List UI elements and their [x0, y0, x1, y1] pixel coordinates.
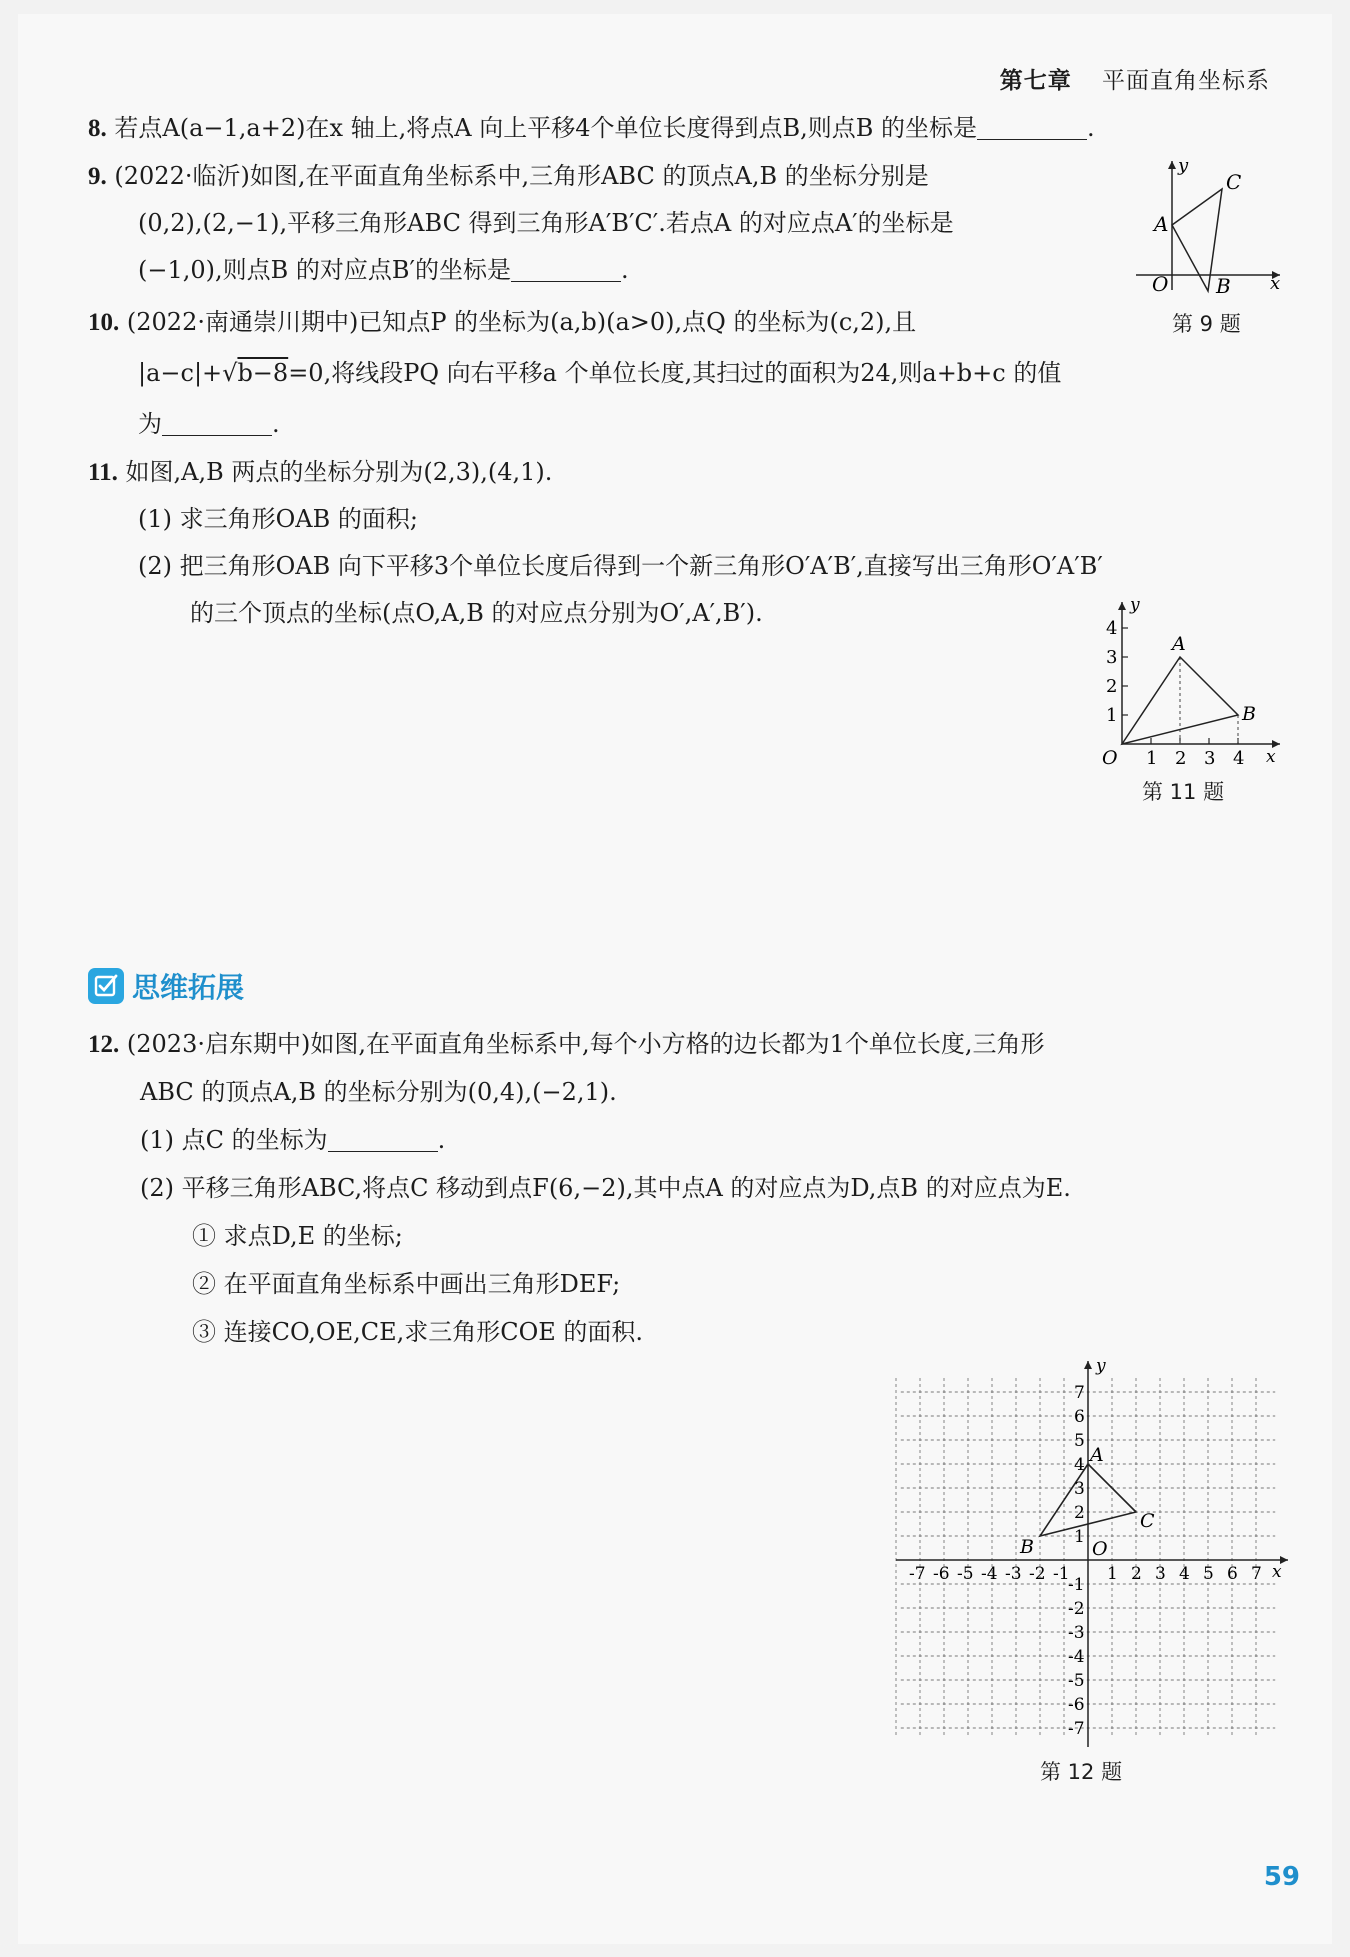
answer-blank[interactable]: [511, 257, 621, 282]
y-tick-label: -1: [1068, 1575, 1085, 1595]
running-header: [1000, 62, 1270, 95]
y-tick-label: -2: [1068, 1599, 1085, 1619]
x-tick-label: 1: [1107, 1564, 1118, 1584]
label-c: C: [1226, 170, 1242, 194]
x-tick-label: -3: [1005, 1564, 1022, 1584]
figure-q11-caption: 第 11 题: [1142, 780, 1225, 804]
question-12-part-2: (2) 平移三角形ABC,将点C 移动到点F(6,−2),其中点A 的对应点为D,点B 的对应点为E.: [140, 1174, 1071, 1202]
x-tick-label: 3: [1155, 1564, 1166, 1584]
x-tick-label: 1: [1146, 748, 1158, 769]
label-x: x: [1266, 747, 1276, 767]
x-tick-label: 2: [1131, 1564, 1142, 1584]
label-o: O: [1102, 747, 1118, 769]
question-number: 10.: [88, 309, 120, 336]
answer-blank[interactable]: [328, 1127, 438, 1152]
x-tick-label: 3: [1204, 748, 1216, 769]
label-a: A: [1090, 1444, 1104, 1466]
label-x: x: [1270, 273, 1281, 294]
question-11-part-1: (1) 求三角形OAB 的面积;: [138, 505, 418, 533]
question-12-line-2: ABC 的顶点A,B 的坐标分别为(0,4),(−2,1).: [140, 1078, 617, 1106]
label-b: B: [1216, 274, 1231, 295]
question-text: (2022·南通崇川期中)已知点P 的坐标为(a,b)(a>0),点Q 的坐标为(c,2),且: [126, 308, 917, 336]
question-9-line-3: [138, 254, 629, 286]
chapter-title: 平面直角坐标系: [1102, 68, 1270, 94]
y-tick-label: -5: [1068, 1671, 1085, 1691]
question-12-sub-1: ① 求点D,E 的坐标;: [192, 1222, 403, 1250]
label-b: B: [1020, 1536, 1034, 1558]
question-11-line-1: [88, 456, 552, 489]
pencil-check-icon: [88, 968, 124, 1004]
period: .: [437, 1126, 446, 1154]
period: .: [1087, 114, 1095, 142]
y-tick-label: 7: [1074, 1383, 1085, 1403]
page-number: 59: [1263, 1862, 1300, 1892]
answer-blank[interactable]: [977, 115, 1087, 140]
x-tick-label: 6: [1227, 1564, 1238, 1584]
question-10-line-3: [138, 408, 280, 440]
x-tick-label: -7: [909, 1564, 926, 1584]
question-text: (2023·启东期中)如图,在平面直角坐标系中,每个小方格的边长都为1个单位长度,三角形: [126, 1030, 1045, 1058]
label-a: A: [1154, 212, 1169, 236]
y-tick-label: 2: [1074, 1503, 1085, 1523]
period: .: [620, 256, 629, 284]
y-tick-label: 2: [1106, 676, 1118, 697]
label-y: y: [1178, 155, 1189, 176]
label-c: C: [1140, 1510, 1155, 1532]
grid: [896, 1378, 1275, 1738]
x-tick-label: -6: [933, 1564, 950, 1584]
figure-q9: [1130, 155, 1290, 295]
question-text: 为: [138, 410, 162, 438]
label-b: B: [1242, 703, 1256, 725]
question-number: 9.: [88, 163, 107, 190]
question-11-part-2: (2) 把三角形OAB 向下平移3个单位长度后得到一个新三角形O′A′B′,直接写出三角形O′A′B′: [138, 552, 1103, 580]
y-tick-label: 1: [1074, 1527, 1085, 1547]
label-x: x: [1272, 1562, 1282, 1582]
question-12-sub-3: ③ 连接CO,OE,CE,求三角形COE 的面积.: [192, 1318, 644, 1346]
figure-q9-caption: 第 9 题: [1172, 312, 1241, 336]
y-tick-label: 4: [1074, 1455, 1085, 1475]
x-tick-label: -1: [1053, 1564, 1070, 1584]
question-text: (1) 点C 的坐标为: [140, 1126, 328, 1154]
x-tick-label: 2: [1175, 748, 1187, 769]
question-number: 11.: [88, 459, 118, 486]
label-o: O: [1152, 272, 1169, 295]
x-tick-label: 4: [1233, 748, 1245, 769]
question-10-line-2: [138, 357, 1061, 389]
y-tick-label: 1: [1106, 705, 1118, 726]
y-tick-label: -4: [1068, 1647, 1085, 1667]
question-11-part-2-cont: 的三个顶点的坐标(点O,A,B 的对应点分别为O′,A′,B′).: [190, 599, 763, 627]
chapter-label: 第七章: [999, 68, 1072, 94]
answer-blank[interactable]: [162, 411, 272, 436]
label-a: A: [1172, 633, 1186, 655]
section-title: 思维拓展: [132, 971, 245, 1004]
question-12-part-1: [140, 1124, 445, 1156]
question-9-line-1: [88, 160, 929, 193]
x-tick-labels: [909, 1564, 1262, 1584]
y-tick-label: -7: [1068, 1719, 1085, 1739]
y-tick-label: -3: [1068, 1623, 1085, 1643]
question-10-line-1: [88, 306, 916, 339]
question-8: [88, 112, 1095, 145]
question-12-sub-2: ② 在平面直角坐标系中画出三角形DEF;: [192, 1270, 621, 1298]
y-tick-label: 5: [1074, 1431, 1085, 1451]
y-tick-label: 3: [1106, 647, 1118, 668]
question-12-line-1: [88, 1028, 1044, 1061]
figure-q12: [890, 1355, 1300, 1755]
question-text: (2022·临沂)如图,在平面直角坐标系中,三角形ABC 的顶点A,B 的坐标分别是: [114, 162, 929, 190]
question-text: (−1,0),则点B 的对应点B′的坐标是: [138, 256, 511, 284]
question-text: 如图,A,B 两点的坐标分别为(2,3),(4,1).: [125, 458, 553, 486]
x-tick-label: -4: [981, 1564, 998, 1584]
y-axis-arrow: [1084, 1361, 1092, 1369]
figure-q12-caption: 第 12 题: [1040, 1760, 1123, 1784]
y-axis-arrow: [1118, 602, 1126, 610]
radicand: b−8: [237, 359, 289, 387]
question-text: 若点A(a−1,a+2)在x 轴上,将点A 向上平移4个单位长度得到点B,则点B 的坐标是: [114, 114, 978, 142]
label-y: y: [1130, 596, 1140, 615]
y-tick-labels: [1068, 1383, 1085, 1739]
question-9-line-2: (0,2),(2,−1),平移三角形ABC 得到三角形A′B′C′.若点A 的对应点A′的坐标是: [138, 209, 954, 237]
x-tick-label: 7: [1251, 1564, 1262, 1584]
question-number: 8.: [88, 115, 107, 142]
question-number: 12.: [88, 1031, 120, 1058]
y-axis-arrow: [1168, 161, 1176, 169]
x-tick-label: -5: [957, 1564, 974, 1584]
label-o: O: [1092, 1538, 1108, 1560]
x-tick-label: 4: [1179, 1564, 1190, 1584]
x-tick-label: 5: [1203, 1564, 1214, 1584]
question-text: =0,将线段PQ 向右平移a 个单位长度,其扫过的面积为24,则a+b+c 的值: [288, 359, 1062, 387]
y-tick-label: 6: [1074, 1407, 1085, 1427]
y-tick-label: -6: [1068, 1695, 1085, 1715]
figure-q11: [1090, 596, 1290, 771]
section-header: [88, 966, 244, 1006]
label-y: y: [1096, 1356, 1106, 1376]
question-text: |a−c|+√: [138, 359, 238, 387]
x-tick-label: -2: [1029, 1564, 1046, 1584]
y-tick-label: 4: [1106, 618, 1118, 639]
period: .: [272, 410, 280, 438]
y-tick-label: 3: [1074, 1479, 1085, 1499]
